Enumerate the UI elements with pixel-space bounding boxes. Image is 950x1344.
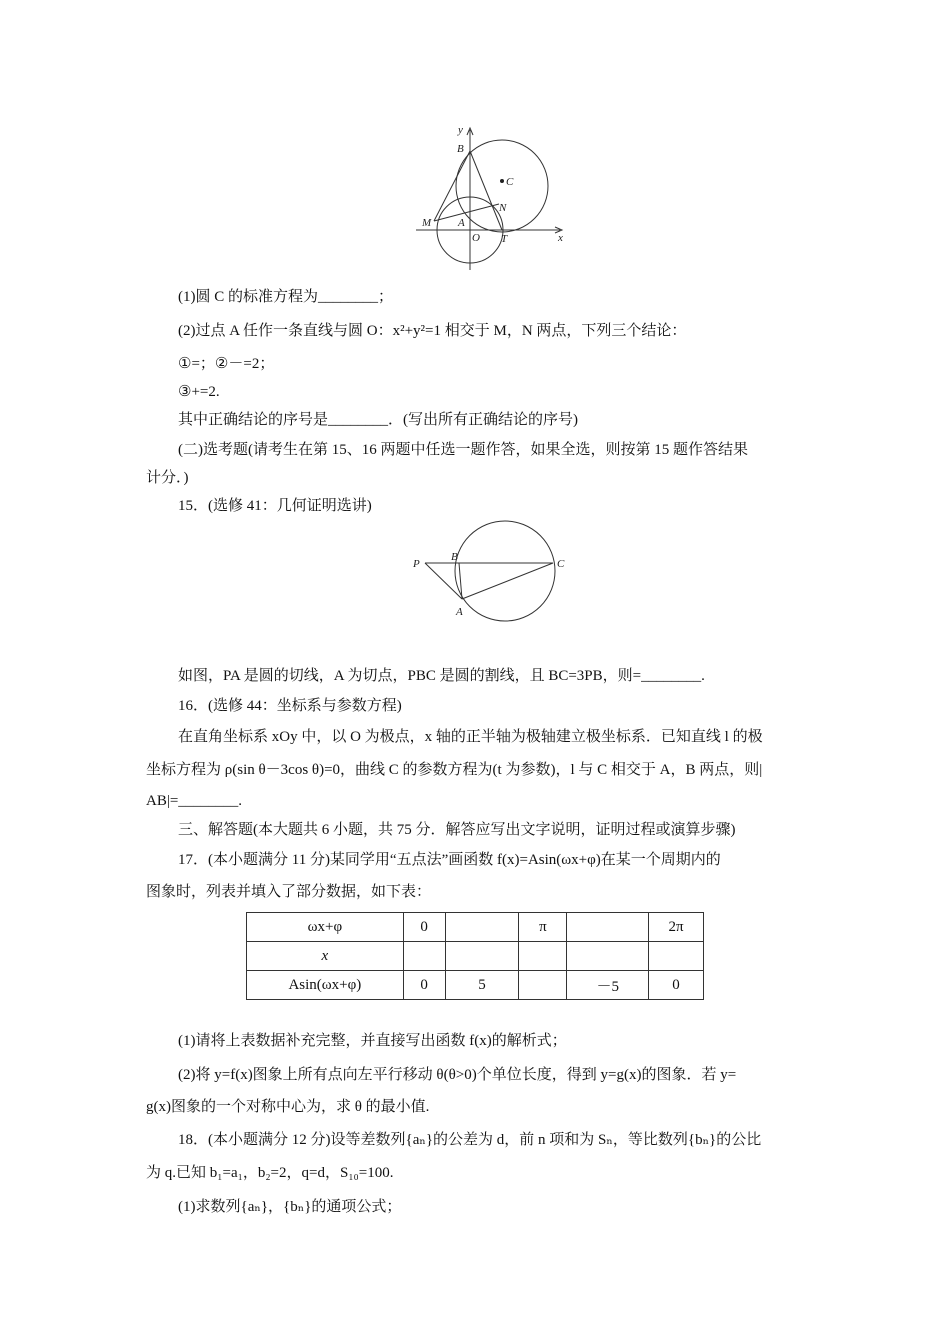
q18-part1: (1)求数列{aₙ}，{bₙ}的通项公式； [178,1199,402,1215]
label-a: A [458,217,465,229]
elective-heading-line1: (二)选考题(请考生在第 15、16 两题中任选一题作答，如果全选，则按第 15 题作答结果 [178,442,748,458]
table-cell [567,913,649,942]
q14-part1: (1)圆 C 的标准方程为________； [178,289,393,305]
table-row [247,971,704,1000]
table-cell: 5 [445,971,519,1000]
label-m: M [422,217,432,229]
q16-title: 16．(选修 44：坐标系与参数方程) [178,698,402,714]
label-x: x [558,232,563,244]
q15-title: 15．(选修 41：几何证明选讲) [178,498,372,514]
table-cell: 0 [403,913,445,942]
table-row [247,942,704,971]
label-p: P [413,558,420,570]
label-n: N [499,202,507,214]
table-cell: Asin(ωx+φ) [247,971,404,1000]
five-point-table [246,912,704,1000]
circle-coordinate-figure [410,120,570,280]
q14-part2: (2)过点 A 任作一条直线与圆 O：x²+y²=1 相交于 M，N 两点，下列三个结论： [178,323,687,339]
table-cell [649,942,704,971]
q17-part1: (1)请将上表数据补充完整，并直接写出函数 f(x)的解析式； [178,1033,567,1049]
tangent-secant-figure [405,520,575,630]
table-cell [567,942,649,971]
q16-line2: 坐标方程为 ρ(sin θ－3cos θ)=0，曲线 C 的参数方程为(t 为参数)，l 与 C 相交于 A，B 两点，则| [146,762,763,778]
elective-heading-line2: 计分．) [146,470,189,486]
table-cell [403,942,445,971]
label-a2: A [456,606,463,618]
table-cell: 0 [649,971,704,1000]
q14-question: 其中正确结论的序号是________．(写出所有正确结论的序号) [178,412,578,428]
q17-line2: 图象时，列表并填入了部分数据，如下表： [146,884,432,900]
table-cell: 2π [649,913,704,942]
q16-line1: 在直角坐标系 xOy 中，以 O 为极点，x 轴的正半轴为极轴建立极坐标系．已知直线 l 的极 [178,729,763,745]
table-cell [519,942,567,971]
label-c: C [506,176,514,188]
label-c2: C [557,558,565,570]
label-b: B [457,143,464,155]
q14-conclusions-1-2: ①=；②－=2； [178,356,275,372]
section3-description: (本大题共 6 小题，共 75 分．解答应写出文字说明，证明过程或演算步骤) [253,822,736,838]
table-cell: 0 [403,971,445,1000]
label-b2: B [451,551,458,563]
label-y: y [458,124,463,136]
table-cell: －5 [567,971,649,1000]
q15-text: 如图，PA 是圆的切线，A 为切点，PBC 是圆的割线，且 BC=3PB，则=________. [178,668,705,684]
q14-conclusion-3: ③+=2. [178,384,220,400]
q18-line2: 为 q.已知 b₁=a₁，b₂=2，q=d，S₁₀=100. [146,1165,394,1181]
table-cell: π [519,913,567,942]
q17-line1: 17．(本小题满分 11 分)某同学用“五点法”画函数 f(x)=Asin(ωx+φ)在某一个周期内的 [178,852,721,868]
table-cell: x [247,942,404,971]
label-o: O [472,232,480,244]
section3-title: 三、解答题 [178,822,254,838]
q18-line1: 18．(本小题满分 12 分)设等差数列{aₙ}的公差为 d，前 n 项和为 Sₙ，等比数列{bₙ}的公比 [178,1132,762,1148]
table-cell [445,913,519,942]
q16-line3: AB|=________. [146,793,243,809]
table-cell [445,942,519,971]
table-row [247,913,704,942]
q17-part2-line1: (2)将 y=f(x)图象上所有点向左平行移动 θ(θ>0)个单位长度，得到 y=g(x)的图象．若 y= [178,1067,737,1083]
table-cell: ωx+φ [247,913,404,942]
table-cell [519,971,567,1000]
q17-part2-line2: g(x)图象的一个对称中心为，求 θ 的最小值. [146,1099,430,1115]
section3-heading [178,820,736,840]
label-t: T [501,233,508,245]
